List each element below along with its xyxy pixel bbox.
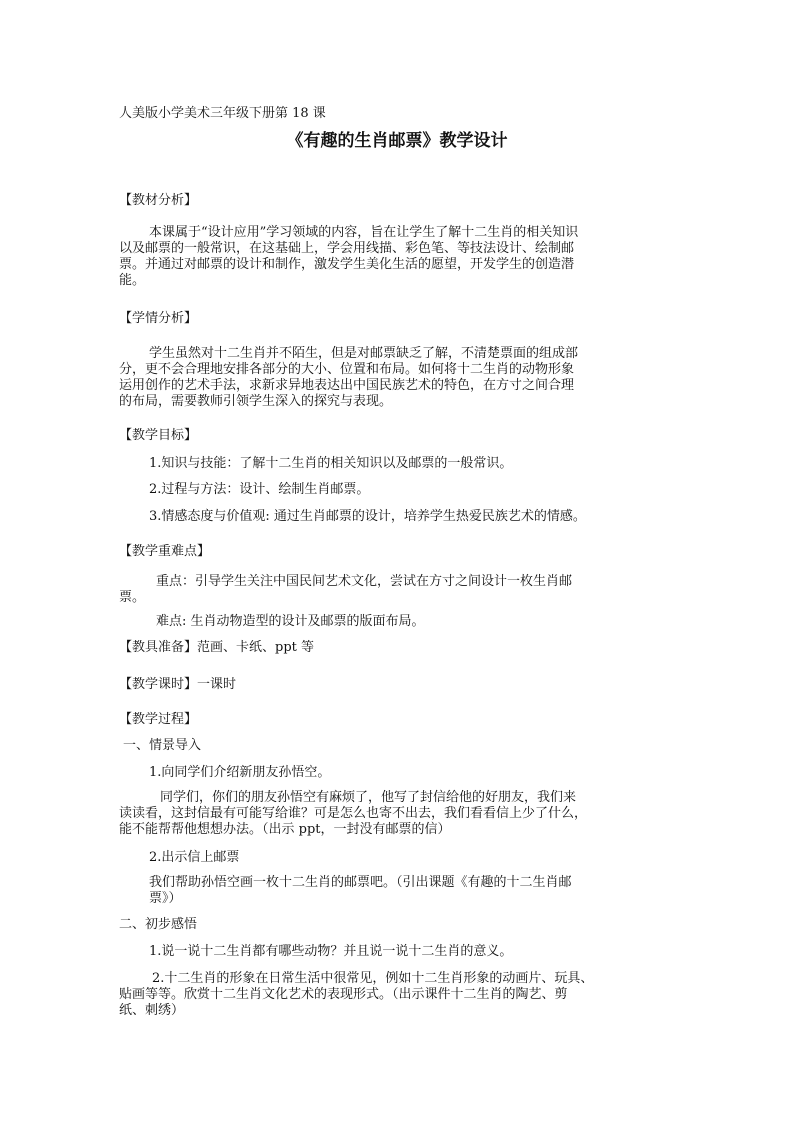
part1-title: 一、情景导入 [123,738,202,753]
part2-title: 二、初步感悟 [119,917,198,932]
material-analysis-heading: 【教材分析】 [119,193,198,208]
part2-paragraph-line: 2.十二生肖的形象在日常生活中很常见，例如十二生肖形象的动画片、玩具、 [152,971,594,986]
material-line: 以及邮票的一般常识，在这基础上，学会用线描、彩色笔、等技法设计、绘制邮 [119,241,575,256]
students-line: 运用创作的艺术手法，求新求异地表达出中国民族艺术的特色，在方寸之间合理 [119,378,575,393]
key-points-heading: 【教学重难点】 [119,544,211,559]
focus-line: 重点：引导学生关注中国民间艺术文化，尝试在方寸之间设计一枚生肖邮 [156,574,573,589]
part2-item1: 1.说一说十二生肖都有哪些动物？并且说一说十二生肖的意义。 [149,944,513,959]
tools-heading: 【教具准备】 [119,640,198,655]
part1-paragraph2-line: 票》） [149,891,182,906]
part1-paragraph2-line: 我们帮助孙悟空画一枚十二生肖的邮票吧。（引出课题《有趣的十二生肖邮 [149,875,572,890]
tools-line [119,640,679,655]
tools-text: 范画、卡纸、ppt 等 [197,640,315,655]
part1-paragraph-line: 读读看，这封信最有可能写给谁？可是怎么也寄不出去，我们看看信上少了什么， [119,806,588,821]
part1-paragraph-line: 能不能帮帮他想想办法。（出示 ppt，一封没有邮票的信） [119,822,451,837]
material-line: 本课属于“设计应用”学习领域的内容，旨在让学生了解十二生肖的相关知识 [149,225,579,240]
teaching-goals-heading: 【教学目标】 [119,428,198,443]
part1-item2: 2.出示信上邮票 [149,850,240,865]
course-info-line: 人美版小学美术三年级下册第 18 课 [119,106,326,121]
part2-paragraph-line: 纸、刺绣） [119,1003,185,1018]
part1-item1: 1.向同学们介绍新朋友孙悟空。 [149,765,331,780]
part2-paragraph-line: 贴画等等。欣赏十二生肖文化艺术的表现形式。（出示课件十二生肖的陶艺、剪 [119,987,568,1002]
student-analysis-heading: 【学情分析】 [119,311,198,326]
material-line: 能。 [119,273,146,288]
goal-item: 3.情感态度与价值观: 通过生肖邮票的设计，培养学生热爱民族艺术的情感。 [149,509,586,524]
focus-line: 票。 [119,590,146,605]
process-heading: 【教学过程】 [119,712,198,727]
students-line: 分，更不会合理地安排各部分的大小、位置和布局。如何将十二生肖的动物形象 [119,362,575,377]
hours-line [119,677,679,692]
hours-heading: 【教学课时】 [119,677,198,692]
goal-item: 1.知识与技能：了解十二生肖的相关知识以及邮票的一般常识。 [149,456,513,471]
students-line: 的布局，需要教师引领学生深入的探究与表现。 [119,394,393,409]
document-title: 《有趣的生肖邮票》教学设计 [286,131,508,151]
hours-text: 一课时 [197,677,237,692]
students-line: 学生虽然对十二生肖并不陌生，但是对邮票缺乏了解，不清楚票面的组成部 [149,346,579,361]
material-line: 票。并通过对邮票的设计和制作，激发学生美化生活的愿望，开发学生的创造潜 [119,257,575,272]
part1-paragraph-line: 同学们，你们的朋友孙悟空有麻烦了，他写了封信给他的好朋友，我们来 [160,790,577,805]
difficulty-line: 难点: 生肖动物造型的设计及邮票的版面布局。 [156,614,425,629]
goal-item: 2.过程与方法：设计、绘制生肖邮票。 [149,482,370,497]
